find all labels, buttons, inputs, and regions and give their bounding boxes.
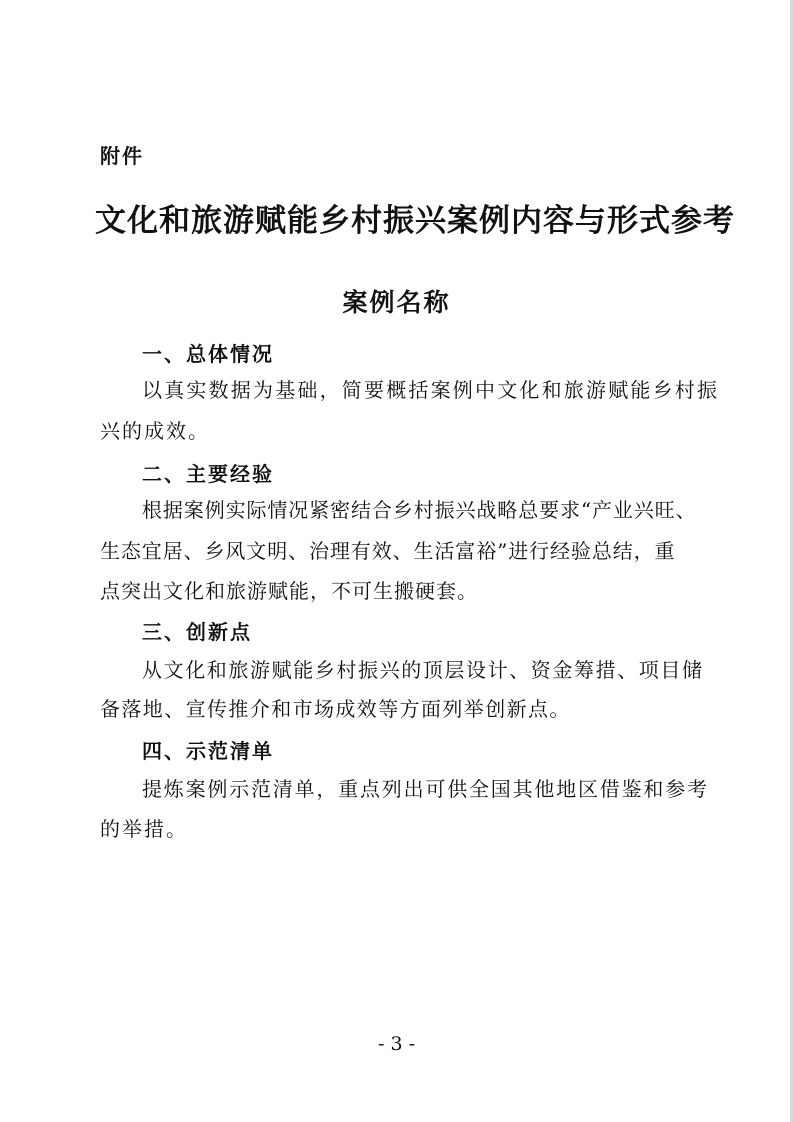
paragraph-line: 从文化和旅游赋能乡村振兴的顶层设计、资金筹措、项目储 xyxy=(142,658,704,682)
document-title: 文化和旅游赋能乡村振兴案例内容与形式参考 xyxy=(95,203,735,239)
paragraph-line: 生态宜居、乡风文明、治理有效、生活富裕”进行经验总结，重 xyxy=(100,539,676,563)
paragraph-line: 点突出文化和旅游赋能，不可生搬硬套。 xyxy=(100,579,478,603)
attachment-label: 附件 xyxy=(100,144,144,168)
section-heading-overview: 一、总体情况 xyxy=(142,342,274,366)
paragraph-line: 备落地、宣传推介和市场成效等方面列举创新点。 xyxy=(100,697,571,721)
paragraph-line: 的举措。 xyxy=(100,817,188,841)
section-heading-innovation: 三、创新点 xyxy=(142,620,252,644)
paragraph-line: 提炼案例示范清单，重点列出可供全国其他地区借鉴和参考 xyxy=(142,777,709,801)
section-heading-demo-list: 四、示范清单 xyxy=(142,739,274,763)
paragraph-line: 兴的成效。 xyxy=(100,419,210,443)
paragraph-line: 以真实数据为基础，简要概括案例中文化和旅游赋能乡村振 xyxy=(142,378,720,402)
case-name-heading: 案例名称 xyxy=(342,288,451,317)
page-number: - 3 - xyxy=(377,1033,415,1055)
paragraph-line: 根据案例实际情况紧密结合乡村振兴战略总要求“产业兴旺、 xyxy=(142,498,697,522)
section-heading-experience: 二、主要经验 xyxy=(142,462,274,486)
